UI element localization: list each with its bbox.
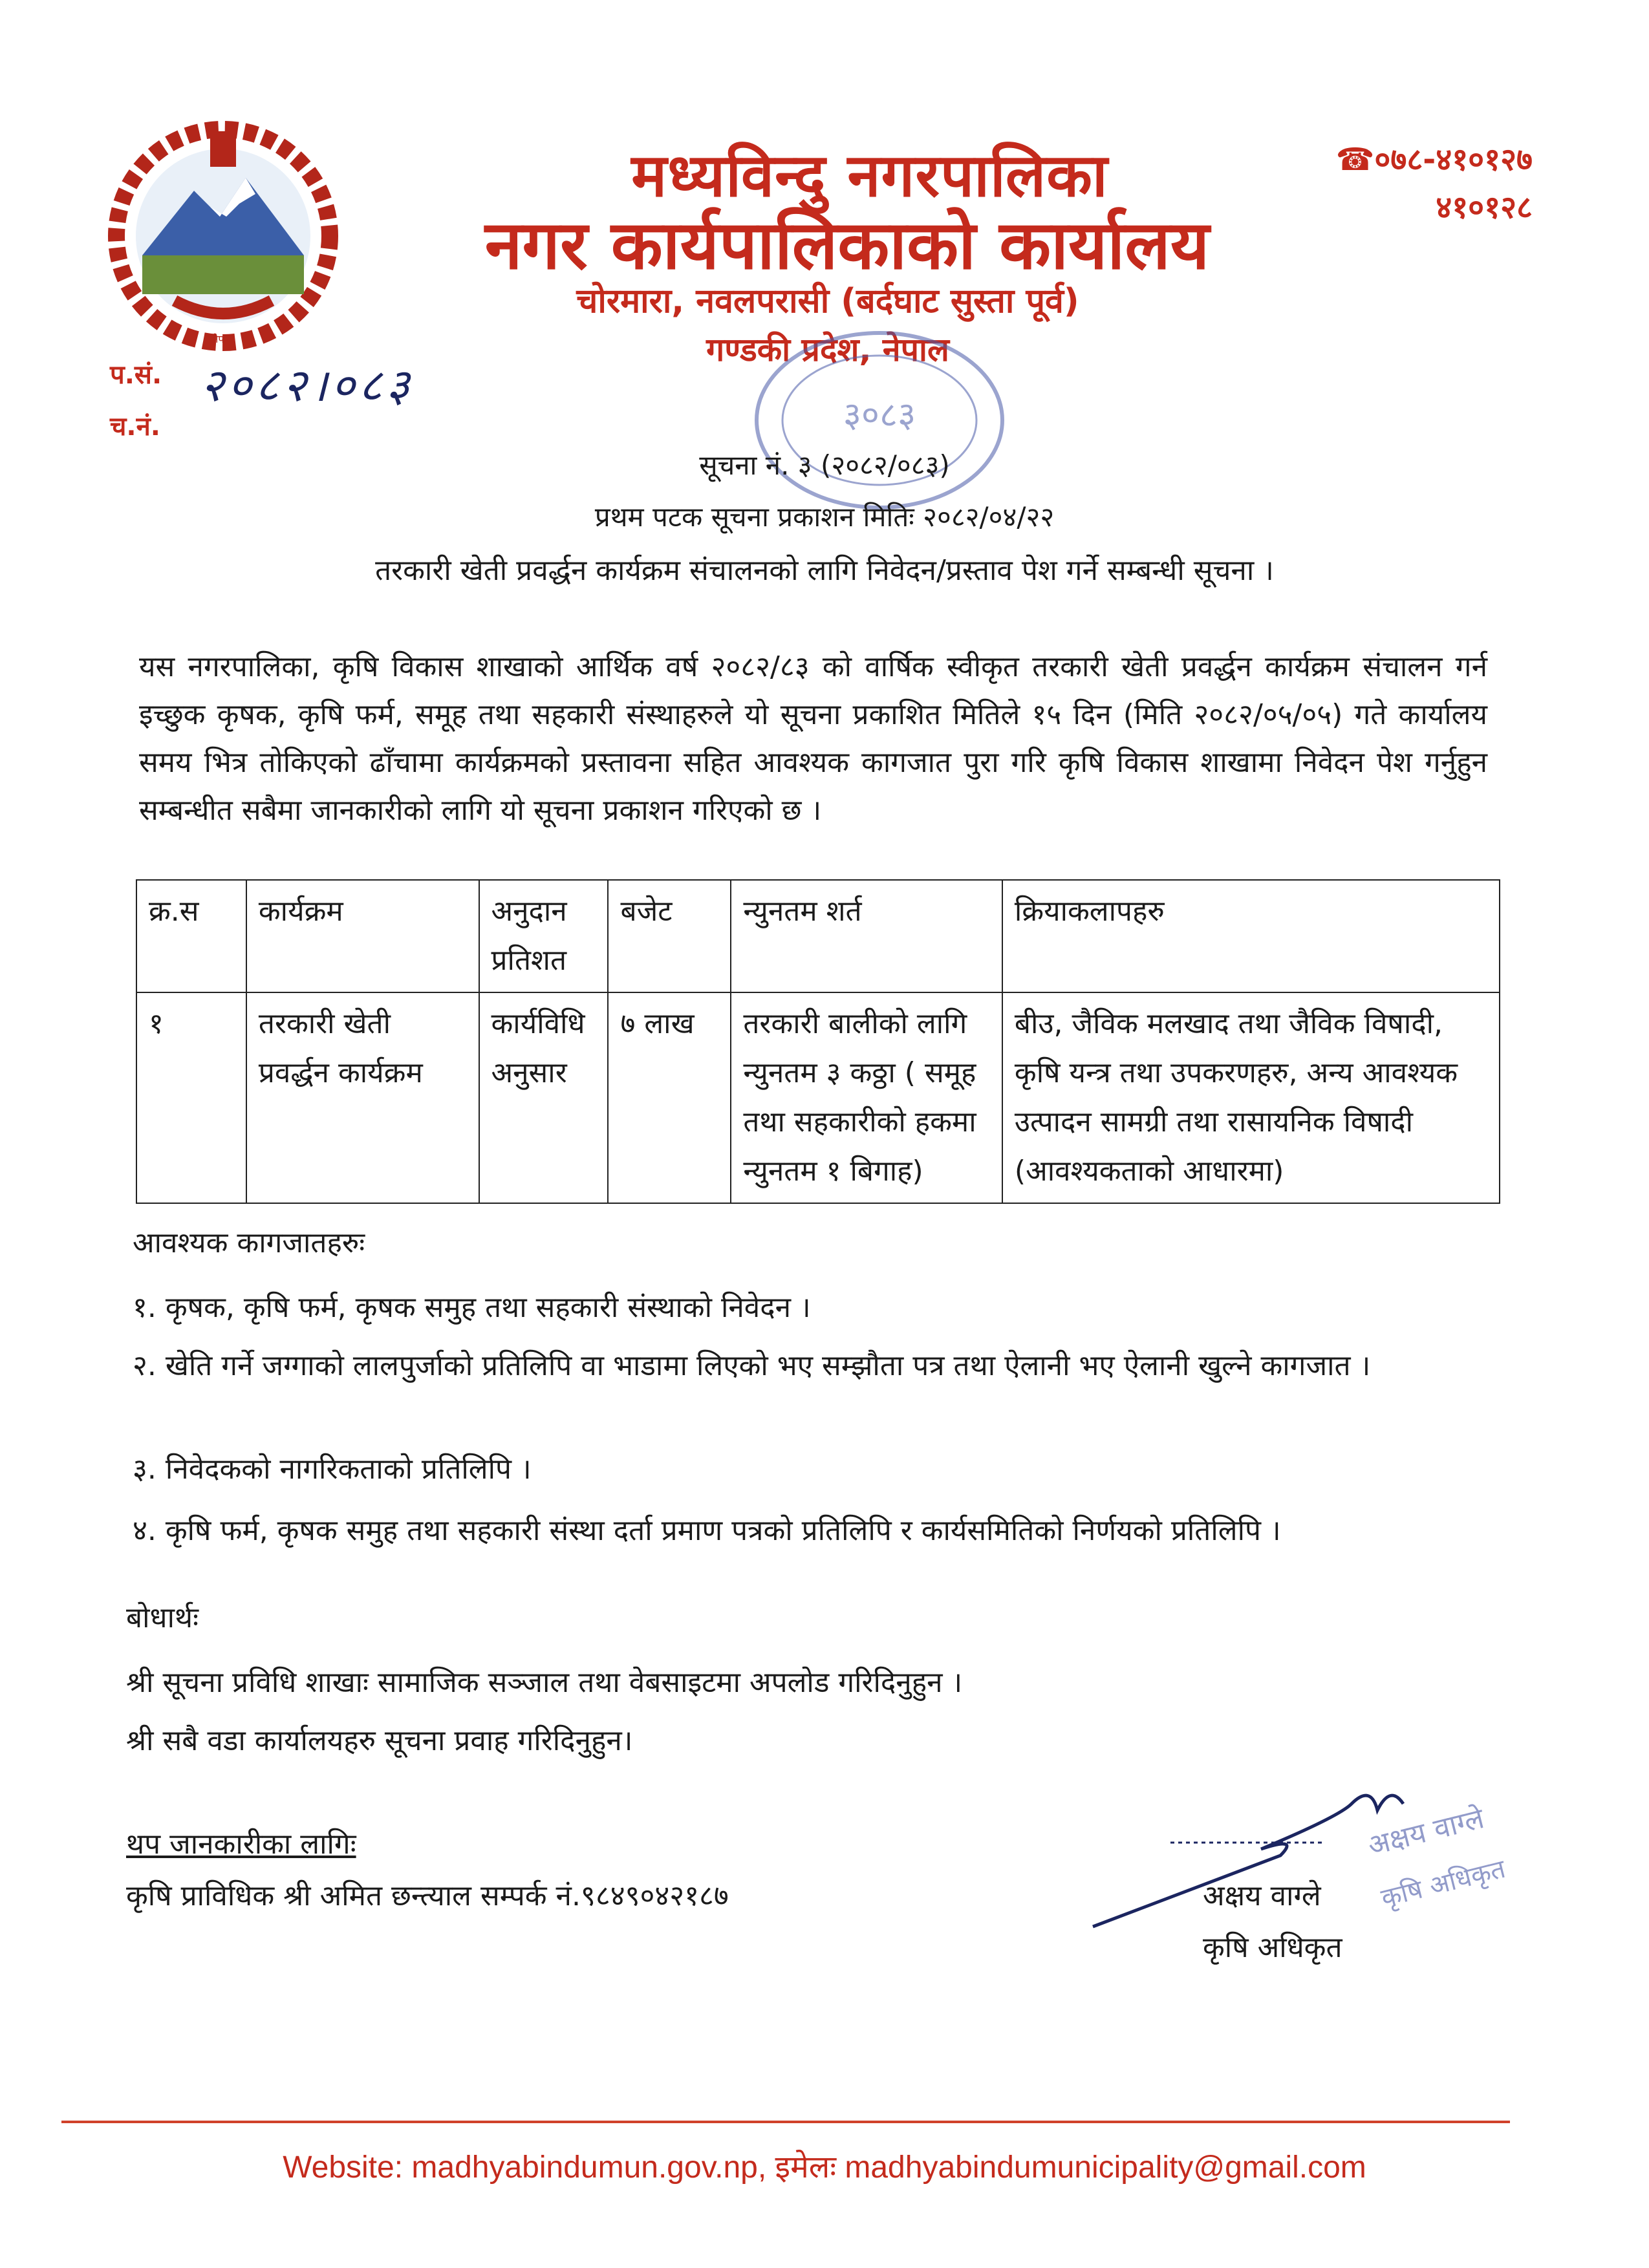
more-info-title: थप जानकारीका लागिः <box>126 1828 356 1861</box>
notice-number: सूचना नं. ३ (२०८२/०८३) <box>699 449 950 481</box>
ps-value-handwritten: २०८२।०८३ <box>200 359 414 412</box>
office-stamp-icon <box>744 323 1015 517</box>
notice-body: यस नगरपालिका, कृषि विकास शाखाको आर्थिक वर्ष २०८२/८३ को वार्षिक स्वीकृत तरकारी खेती प्रवर्द्धन कार्यक्रम संचालन गर्न इच्छुक कृषक, कृषि फर्म, समूह तथा सहकारी संस्थाहरुले यो सूचना प्रकाशित मितिले १५ दिन (मिति २०८२/०५/०५) गते कार्यालय समय भित्र तोकिएको ढाँचामा कार्यक्रमको प्रस्तावना सहित आवश्यक कागजात पुरा गरि कृषि विकास शाखामा निवेदन पेश गर्नुहुन सम्बन्धीत सबैमा जानकारीको लागि यो सूचना प्रकाशन गरिएको छ । <box>139 650 1487 827</box>
phone-block <box>1287 136 1533 231</box>
signatory-name: अक्षय वाग्ले <box>1203 1879 1321 1912</box>
cc-item: श्री सूचना प्रविधि शाखाः सामाजिक सञ्जाल तथा वेबसाइटमा अपलोड गरिदिनुहुन । <box>126 1666 963 1699</box>
signatory-title: कृषि अधिकृत <box>1203 1931 1342 1964</box>
col-header-subsidy: अनुदान प्रतिशत <box>479 880 609 992</box>
svg-text:कृषि अधिकृत: कृषि अधिकृत <box>1378 1854 1509 1914</box>
office-name: मध्यविन्दु नगरपालिका <box>631 141 1108 210</box>
cell-subsidy: कार्यविधि अनुसार <box>479 992 609 1203</box>
office-subtitle: नगर कार्यपालिकाको कार्यालय <box>484 206 1210 284</box>
office-province: गण्डकी प्रदेश, नेपाल <box>706 331 949 369</box>
cc-item: श्री सबै वडा कार्यालयहरु सूचना प्रवाह गरिदिनुहुन। <box>126 1724 633 1757</box>
col-header-condition: न्युनतम शर्त <box>731 880 1002 992</box>
more-info-contact: कृषि प्राविधिक श्री अमित छन्त्याल सम्पर्क नं.९८४९०४२१८७ <box>126 1879 729 1912</box>
documents-title: आवश्यक कागजातहरुः <box>133 1226 365 1259</box>
table-header-row <box>136 880 1500 992</box>
nepal-emblem-icon <box>97 120 349 352</box>
notice-subject: तरकारी खेती प्रवर्द्धन कार्यक्रम संचालनको लागि निवेदन/प्रस्ताव पेश गर्ने सम्बन्धी सूचना । <box>375 554 1274 587</box>
cell-activities: बीउ, जैविक मलखाद तथा जैविक विषादी, कृषि यन्त्र तथा उपकरणहरु, अन्य आवश्यक उत्पादन सामग्री तथा रासायनिक विषादी (आवश्यकताको आधारमा) <box>1002 992 1500 1203</box>
col-header-activities: क्रियाकलापहरु <box>1002 880 1500 992</box>
cell-condition: तरकारी बालीको लागि न्युनतम ३ कठ्ठा ( समूह तथा सहकारीको हकमा न्युनतम १ बिगाह) <box>731 992 1002 1203</box>
document-item: ३. निवेदकको नागरिकताको प्रतिलिपि । <box>133 1453 532 1486</box>
document-item: १. कृषक, कृषि फर्म, कृषक समुह तथा सहकारी संस्थाको निवेदन । <box>133 1291 811 1324</box>
document-item: २. खेति गर्ने जग्गाको लालपुर्जाको प्रतिलिपि वा भाडामा लिएको भए सम्झौता पत्र तथा ऐलानी भए ऐलानी खुल्ने कागजात । <box>133 1349 1371 1382</box>
phone-line-1: ☎०७८-४१०१२७ <box>1335 142 1533 178</box>
office-address: चोरमारा, नवलपरासी (बर्दघाट सुस्ता पूर्व) <box>576 282 1079 321</box>
publish-date: प्रथम पटक सूचना प्रकाशन मितिः २०८२/०४/२२ <box>594 501 1055 533</box>
signature-icon <box>1067 1759 1520 1952</box>
cell-program: तरकारी खेती प्रवर्द्धन कार्यक्रम <box>246 992 479 1203</box>
col-header-program: कार्यक्रम <box>246 880 479 992</box>
cell-sn: १ <box>136 992 246 1203</box>
svg-text:३०८३: ३०८३ <box>843 394 916 435</box>
phone-line-2: ४१०१२८ <box>1436 189 1533 226</box>
document-item: ४. कृषि फर्म, कृषक समुह तथा सहकारी संस्था दर्ता प्रमाण पत्रको प्रतिलिपि र कार्यसमितिको निर्णयको प्रतिलिपि । <box>133 1514 1281 1547</box>
cc-title: बोधार्थः <box>126 1601 199 1634</box>
footer-contact: Website: madhyabindumun.gov.np, इमेलः madhyabindumunicipality@gmail.com <box>283 2150 1366 2185</box>
col-header-sn: क्र.स <box>136 880 246 992</box>
table-row <box>136 992 1500 1203</box>
col-header-budget: बजेट <box>608 880 731 992</box>
cell-budget: ७ लाख <box>608 992 731 1203</box>
svg-text:अक्षय वाग्ले: अक्षय वाग्ले <box>1364 1801 1487 1863</box>
footer-divider <box>61 2121 1510 2123</box>
cn-label: च.नं. <box>110 412 160 442</box>
ps-label: प.सं. <box>110 360 162 390</box>
program-table <box>136 879 1500 1204</box>
svg-text:नेपाल: नेपाल <box>212 333 234 345</box>
